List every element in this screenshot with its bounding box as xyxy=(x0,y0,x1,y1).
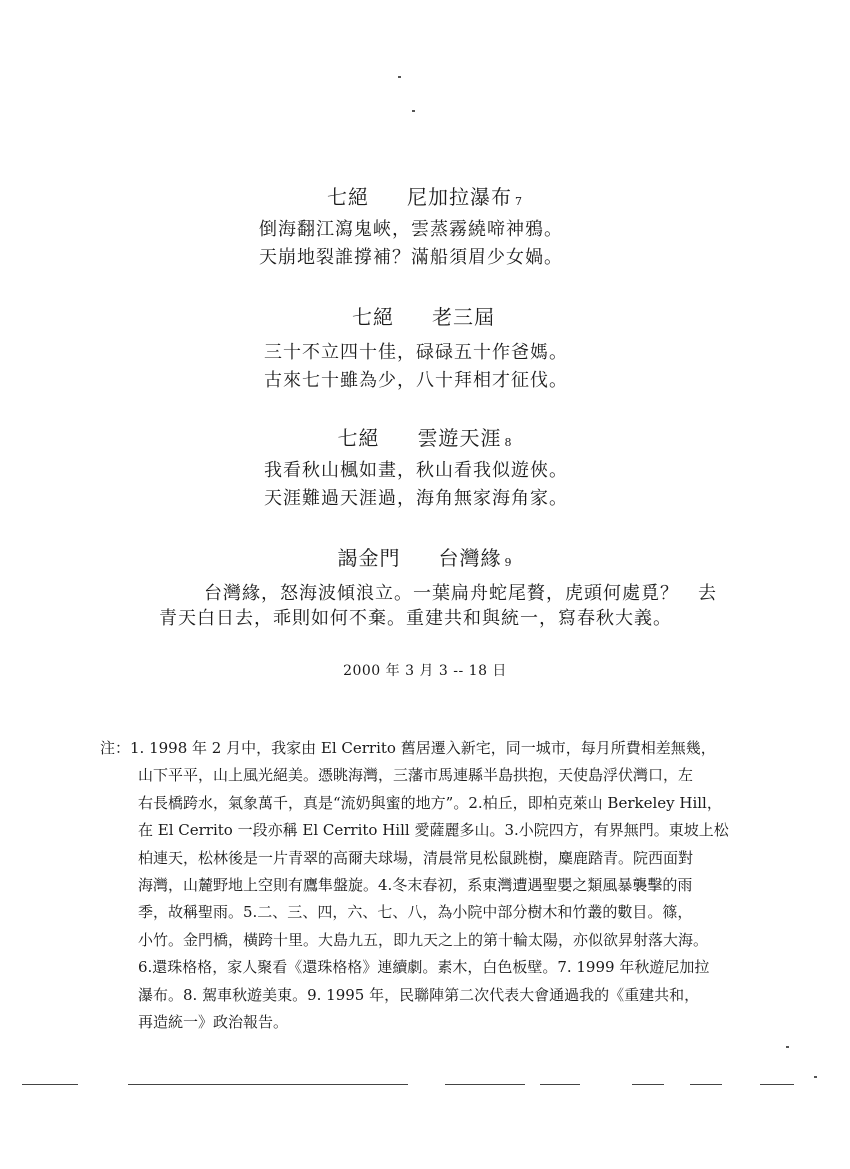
footer-rule xyxy=(128,1084,408,1085)
footnote-marker: 7 xyxy=(515,195,523,208)
note-line: 小竹。金門橋，橫跨十里。大島九五，即九天之上的第十輪太陽，亦似欲昇射落大海。 xyxy=(138,930,709,949)
poem-line: 台灣緣，怒海波傾浪立。一葉扁舟蛇尾贅，虎頭何處覓？ 去 xyxy=(204,583,717,604)
notes-label: 注： xyxy=(100,739,131,757)
footer-rule xyxy=(540,1084,580,1085)
footer-rule xyxy=(22,1084,78,1085)
note-line: 在 El Cerrito 一段亦稱 El Cerrito Hill 愛薩麗多山。3.小院四方，有界無門。東坡上松 xyxy=(138,821,729,840)
poem-title xyxy=(0,542,850,571)
poem-line: 天崩地裂誰撐補？滿船須眉少女媧。 xyxy=(259,247,563,268)
poem-form: 七絕 xyxy=(352,305,394,329)
footer-rule xyxy=(632,1084,664,1085)
scan-speck xyxy=(412,110,415,112)
poem-line: 青天白日去，乖則如何不棄。重建共和與統一，寫春秋大義。 xyxy=(159,608,672,629)
scan-speck xyxy=(786,1046,789,1048)
poem-form: 七絕 xyxy=(337,426,380,450)
poem-title xyxy=(0,181,850,210)
footnotes xyxy=(100,735,790,1036)
footer-rule xyxy=(690,1084,722,1085)
poem-title xyxy=(0,422,850,451)
poem-name: 雲遊天涯 xyxy=(417,426,502,450)
note-line: 山下平平，山上風光絕美。憑眺海灣，三藩市馬連縣半島拱抱，天使島浮伏灣口，左 xyxy=(138,766,694,785)
footer-rule xyxy=(445,1084,525,1085)
poem-form: 謁金門 xyxy=(337,546,401,570)
note-line: 海灣，山麓野地上空則有鷹隼盤旋。4.冬末春初，系東灣遭遇聖嬰之類風暴襲擊的雨 xyxy=(138,876,693,895)
poem-name: 尼加拉瀑布 xyxy=(407,185,512,209)
poem-line: 天涯難過天涯過，海角無家海角家。 xyxy=(264,488,568,509)
footnote-marker: 8 xyxy=(504,436,513,449)
scan-speck xyxy=(814,1076,817,1078)
poem-line: 三十不立四十佳，碌碌五十作爸媽。 xyxy=(264,342,568,363)
footer-rule xyxy=(760,1084,794,1085)
poem-form: 七絕 xyxy=(327,185,369,209)
note-line: 再造統一》政治報告。 xyxy=(138,1013,289,1032)
note-line: 右長橋跨水，氣象萬千，真是“流奶與蜜的地方”。2.柏丘，即柏克萊山 Berkeley Hill， xyxy=(138,793,722,812)
date-line: 2000 年 3 月 3 -- 18 日 xyxy=(343,663,507,679)
poem-name: 老三屆 xyxy=(432,305,495,329)
footnote-marker: 9 xyxy=(504,556,513,569)
note-line: 季，故稱聖雨。5.二、三、四，六、七、八，為小院中部分樹木和竹叢的數目。篠， xyxy=(138,903,693,922)
note-line: 瀑布。8. 駕車秋遊美東。9. 1995 年，民聯陣第二次代表大會通過我的《重建共和， xyxy=(138,985,700,1004)
note-line: 6.還珠格格，家人聚看《還珠格格》連續劇。素木，白色板壁。7. 1999 年秋遊尼加拉 xyxy=(138,958,710,977)
poem-name: 台灣緣 xyxy=(438,546,502,570)
note-line: 1. 1998 年 2 月中，我家由 El Cerrito 舊居遷入新宅，同一城市，每月所費相差無幾， xyxy=(130,739,716,757)
poem-title xyxy=(0,301,850,330)
poem-line: 倒海翻江瀉鬼峽，雲蒸霧繞啼神鴉。 xyxy=(259,219,563,240)
note-line: 柏連天，松林後是一片青翠的高爾夫球場，清晨常見松鼠跳樹，麋鹿踏青。院西面對 xyxy=(138,848,694,867)
poem-line: 古來七十雖為少，八十拜相才征伐。 xyxy=(264,370,568,391)
poem-line: 我看秋山楓如畫，秋山看我似遊俠。 xyxy=(264,460,568,481)
scan-speck xyxy=(398,76,401,78)
